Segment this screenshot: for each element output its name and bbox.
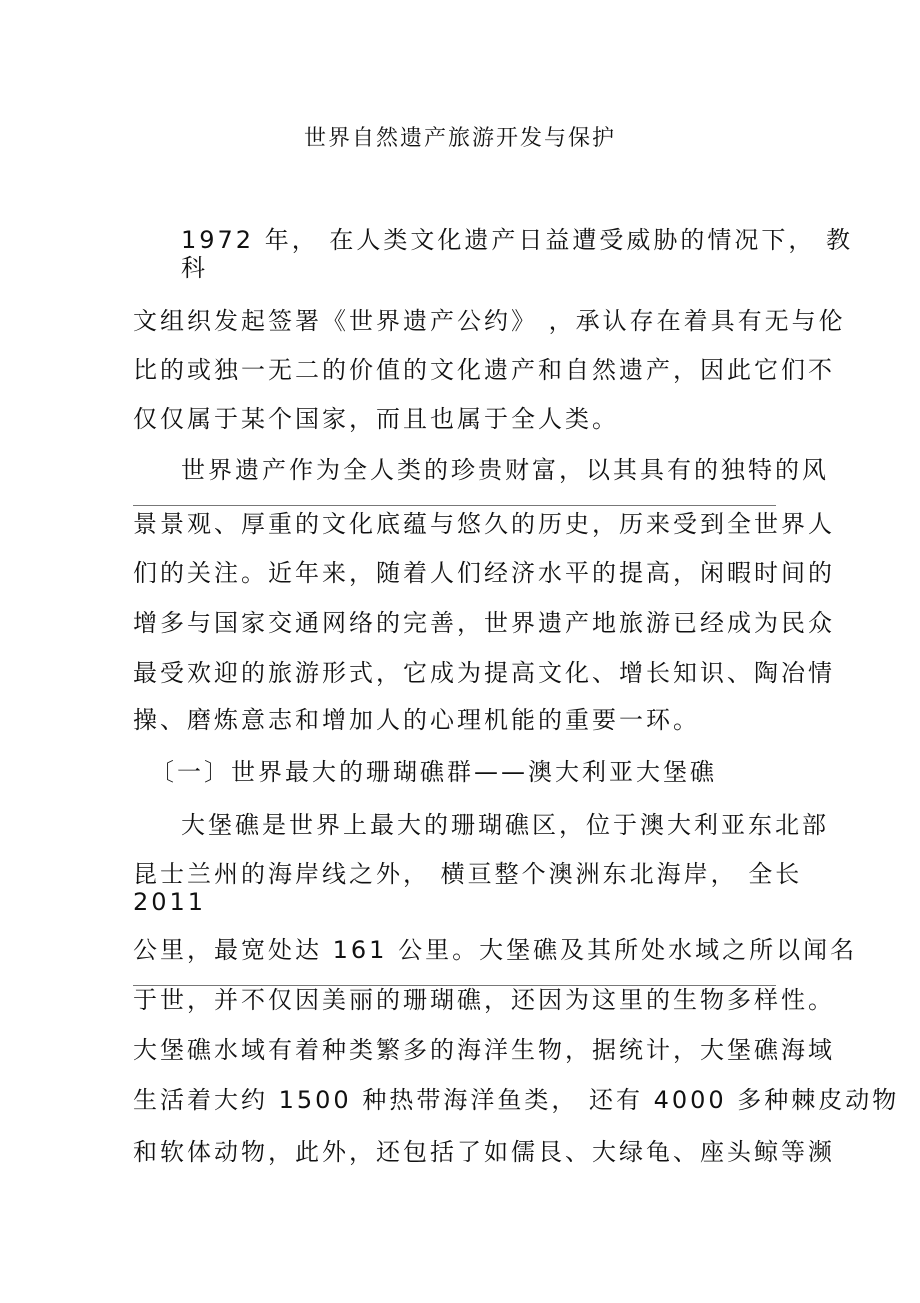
text-line: 文组织发起签署《世界遗产公约》 ，承认存在着具有无与伦 — [133, 307, 846, 335]
section-heading: 〔一〕世界最大的珊瑚礁群——澳大利亚大堡礁 — [150, 758, 717, 786]
document-title: 世界自然遗产旅游开发与保护 — [303, 126, 616, 151]
text-line: 增多与国家交通网络的完善，世界遗产地旅游已经成为民众 — [133, 609, 835, 637]
text-line: 最受欢迎的旅游形式，它成为提高文化、增长知识、陶冶情 — [133, 659, 835, 687]
text-line: 大堡礁是世界上最大的珊瑚礁区，位于澳大利亚东北部 — [181, 811, 829, 839]
text-line: 公里，最宽处达 161 公里。大堡礁及其所处水域之所以闻名 — [133, 936, 858, 964]
text-line: 操、磨炼意志和增加人的心理机能的重要一环。 — [133, 706, 700, 734]
text-line: 比的或独一无二的价值的文化遗产和自然遗产，因此它们不 — [133, 356, 835, 384]
text-line: 世界遗产作为全人类的珍贵财富，以其具有的独特的风 — [181, 456, 829, 484]
text-line: 仅仅属于某个国家，而且也属于全人类。 — [133, 405, 619, 433]
text-line: 大堡礁水域有着种类繁多的海洋生物，据统计，大堡礁海域 — [133, 1036, 835, 1064]
text-line: 和软体动物，此外，还包括了如儒艮、大绿龟、座头鲸等濒 — [133, 1138, 835, 1166]
text-line: 于世，并不仅因美丽的珊瑚礁，还因为这里的生物多样性。 — [133, 986, 835, 1014]
text-line: 生活着大约 1500 种热带海洋鱼类， 还有 4000 多种棘皮动物 — [133, 1086, 900, 1114]
text-line: 景景观、厚重的文化底蕴与悠久的历史，历来受到全世界人 — [133, 510, 835, 538]
divider-line — [133, 505, 776, 506]
text-line: 昆士兰州的海岸线之外， 横亘整个澳洲东北海岸， 全长 — [133, 860, 803, 888]
text-line: 科 — [181, 254, 208, 282]
text-line: 2011 — [133, 888, 207, 916]
text-line: 们的关注。近年来，随着人们经济水平的提高，闲暇时间的 — [133, 559, 835, 587]
text-line: 1972 年， 在人类文化遗产日益遭受威胁的情况下， 教 — [181, 226, 853, 254]
